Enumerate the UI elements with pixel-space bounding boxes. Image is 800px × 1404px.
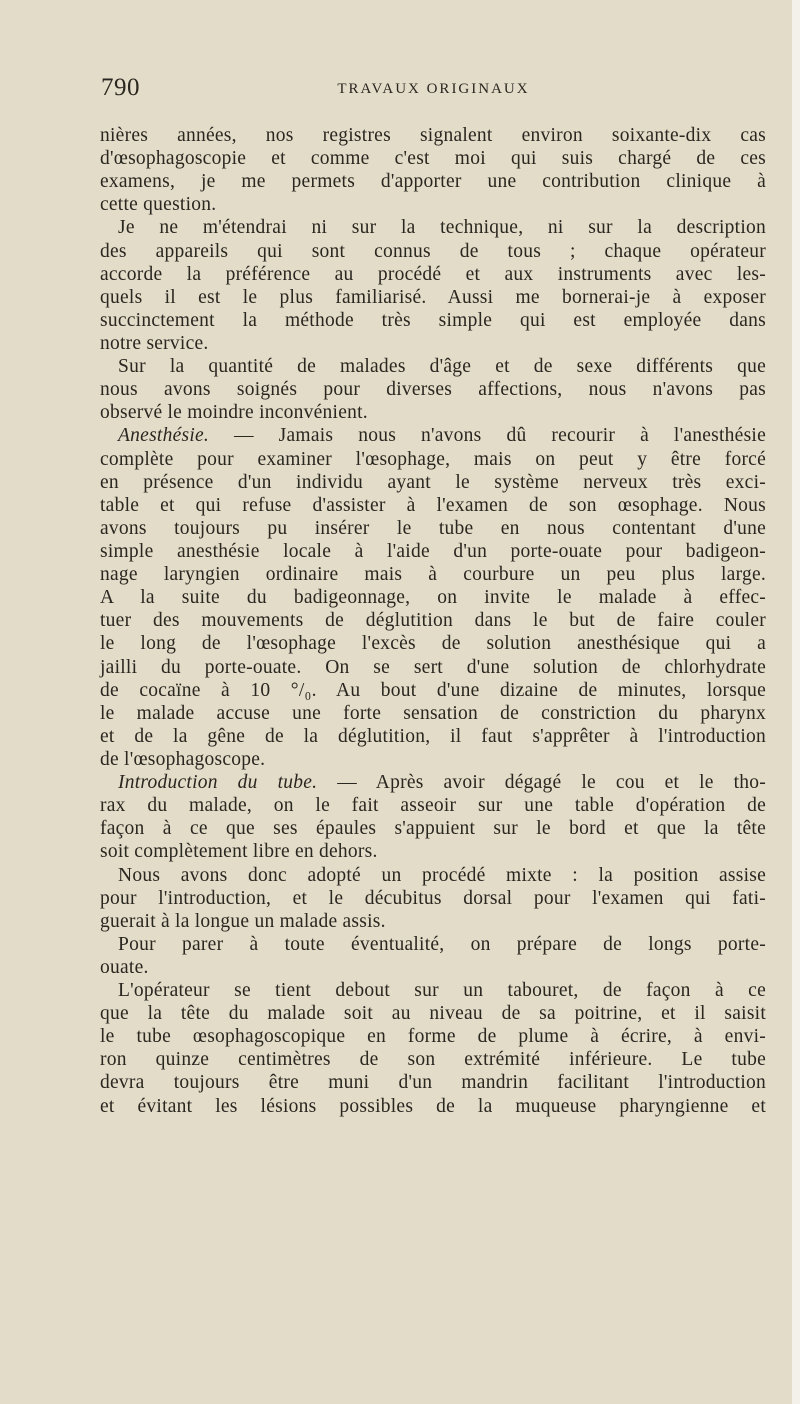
text-line: observé le moindre inconvénient.: [100, 402, 368, 424]
text-line: jailli du porte-ouate. On se sert d'une solution de chlorhydrate: [100, 656, 766, 678]
text-line-content: — Après avoir dégagé le cou et le tho-: [337, 772, 766, 794]
text-line: nous avons soignés pour diverses affections, nous n'avons pas: [100, 379, 766, 401]
text-line: simple anesthésie locale à l'aide d'un porte-ouate pour badigeon-: [100, 540, 766, 562]
text-line: table et qui refuse d'assister à l'examen de son œsophage. Nous: [100, 494, 766, 516]
text-line: ouate.: [100, 956, 149, 978]
text-line: notre service.: [100, 332, 209, 354]
section-heading-anesthesie: Anesthésie.: [118, 425, 210, 447]
text-line: L'opérateur se tient debout sur un tabouret, de façon à ce: [118, 980, 766, 1002]
text-line: devra toujours être muni d'un mandrin facilitant l'introduction: [100, 1072, 766, 1094]
scan-edge: [792, 0, 800, 1404]
text-line: ron quinze centimètres de son extrémité inférieure. Le tube: [100, 1049, 766, 1071]
text-line: le tube œsophagoscopique en forme de plume à écrire, à envi-: [100, 1026, 766, 1048]
text-line: des appareils qui sont connus de tous ; chaque opérateur: [100, 240, 766, 262]
section-heading-introduction: Introduction du tube.: [118, 772, 318, 794]
text-line-content: — Jamais nous n'avons dû recourir à l'anesthésie: [233, 425, 766, 447]
text-line: pour l'introduction, et le décubitus dorsal pour l'examen qui fati-: [100, 887, 766, 909]
text-line: soit complètement libre en dehors.: [100, 841, 378, 863]
text-line-with-heading: [100, 771, 766, 794]
text-line: et de la gêne de la déglutition, il faut s'apprêter à l'introduction: [100, 725, 766, 747]
text-line: rax du malade, on le fait asseoir sur une table d'opération de: [100, 795, 766, 817]
text-line: cette question.: [100, 194, 217, 216]
body-text: [100, 124, 766, 1118]
text-line: Pour parer à toute éventualité, on prépare de longs porte-: [118, 933, 766, 955]
text-line: de cocaïne à 10 °/₀. Au bout d'une dizaine de minutes, lorsque: [100, 679, 766, 701]
text-line: avons toujours pu insérer le tube en nous contentant d'une: [100, 517, 766, 539]
text-line: complète pour examiner l'œsophage, mais on peut y être forcé: [100, 448, 766, 470]
text-line: Sur la quantité de malades d'âge et de sexe différents que: [118, 356, 766, 378]
page-number: 790: [101, 74, 140, 101]
text-line: et évitant les lésions possibles de la muqueuse pharyngienne et: [100, 1095, 766, 1117]
text-line: Je ne m'étendrai ni sur la technique, ni sur la description: [118, 217, 766, 239]
text-line: que la tête du malade soit au niveau de sa poitrine, et il saisit: [100, 1003, 766, 1025]
running-title: TRAVAUX ORIGINAUX: [337, 81, 530, 97]
text-line: d'œsophagoscopie et comme c'est moi qui suis chargé de ces: [100, 148, 766, 170]
text-line: le long de l'œsophage l'excès de solution anesthésique qui a: [100, 633, 766, 655]
text-line: en présence d'un individu ayant le système nerveux très exci-: [100, 471, 766, 493]
text-line: nage laryngien ordinaire mais à courbure un peu plus large.: [100, 564, 766, 586]
text-line: accorde la préférence au procédé et aux instruments avec les-: [100, 263, 766, 285]
text-line: quels il est le plus familiarisé. Aussi me bornerai-je à exposer: [100, 286, 766, 308]
text-line: le malade accuse une forte sensation de constriction du pharynx: [100, 702, 766, 724]
text-line: tuer des mouvements de déglutition dans le but de faire couler: [100, 610, 766, 632]
text-line: façon à ce que ses épaules s'appuient sur le bord et que la tête: [100, 818, 766, 840]
text-line: succinctement la méthode très simple qui est employée dans: [100, 309, 766, 331]
text-line: Nous avons donc adopté un procédé mixte : la position assise: [118, 864, 766, 886]
text-line: de l'œsophagoscope.: [100, 748, 266, 770]
page-header: [101, 74, 766, 108]
text-line: A la suite du badigeonnage, on invite le malade à effec-: [100, 587, 766, 609]
text-line: guerait à la longue un malade assis.: [100, 910, 386, 932]
text-line: examens, je me permets d'apporter une contribution clinique à: [100, 171, 766, 193]
text-line: nières années, nos registres signalent environ soixante-dix cas: [100, 125, 766, 146]
text-line-with-heading: [100, 424, 766, 447]
